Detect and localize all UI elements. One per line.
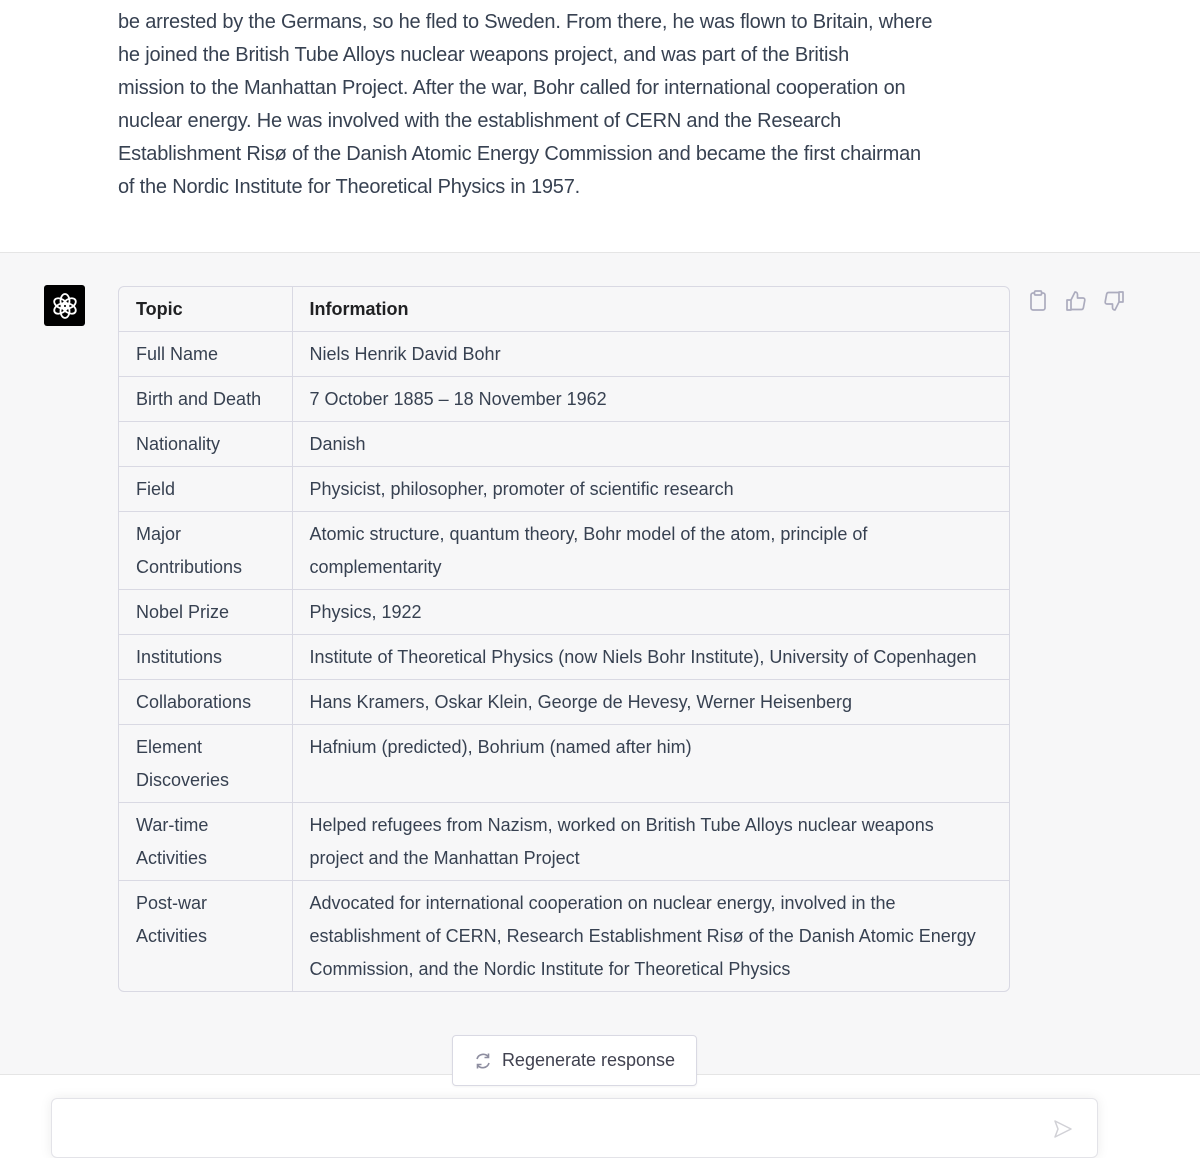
cell-topic: Institutions: [119, 635, 292, 680]
assistant-message-section: [0, 253, 1200, 1075]
cell-information: Danish: [292, 422, 1009, 467]
table-row: [119, 422, 1009, 467]
table-row: [119, 467, 1009, 512]
thumbs-up-icon: [1065, 290, 1087, 312]
table-row: [119, 803, 1009, 881]
table-row: [119, 332, 1009, 377]
table-row: [119, 590, 1009, 635]
info-table: [119, 287, 1009, 991]
cell-information: Atomic structure, quantum theory, Bohr model of the atom, principle of complementarity: [292, 512, 1009, 590]
cell-information: Physicist, philosopher, promoter of scientific research: [292, 467, 1009, 512]
cell-topic: Field: [119, 467, 292, 512]
cell-information: Advocated for international cooperation on nuclear energy, involved in the establishment of CERN, Research Establishment Risø of the Danish Atomic Energy Commission, and the Nordic Institute for Theoretical Physics: [309, 893, 976, 979]
cell-information: Hans Kramers, Oskar Klein, George de Hevesy, Werner Heisenberg: [292, 680, 1009, 725]
message-input[interactable]: [51, 1098, 1098, 1158]
user-message-text: [118, 6, 1018, 204]
cell-information: Institute of Theoretical Physics (now Niels Bohr Institute), University of Copenhagen: [292, 635, 1009, 680]
openai-logo-icon: [50, 291, 80, 321]
cell-topic: Nobel Prize: [119, 590, 292, 635]
thumbs-up-button[interactable]: [1064, 289, 1088, 313]
table-row: [119, 680, 1009, 725]
refresh-icon: [474, 1052, 492, 1070]
user-message-line: he joined the British Tube Alloys nuclear weapons project, and was part of the British: [118, 44, 850, 66]
assistant-avatar: [44, 285, 85, 326]
cell-topic: Full Name: [119, 332, 292, 377]
cell-information: Physics, 1922: [292, 590, 1009, 635]
table-row: [119, 377, 1009, 422]
cell-topic: War-time Activities: [119, 803, 292, 881]
table-body: [119, 332, 1009, 992]
thumbs-down-icon: [1103, 290, 1125, 312]
cell-information: Helped refugees from Nazism, worked on British Tube Alloys nuclear weapons project and the Manhattan Project: [292, 803, 1009, 881]
cell-topic: Post-war Activities: [119, 881, 292, 992]
cell-information: 7 October 1885 – 18 November 1962: [292, 377, 1009, 422]
send-icon[interactable]: [1053, 1119, 1073, 1139]
header-topic: Topic: [119, 287, 292, 332]
table-row: [119, 635, 1009, 680]
cell-topic: Nationality: [119, 422, 292, 467]
cell-topic: Element Discoveries: [119, 725, 292, 803]
cell-topic: Birth and Death: [119, 377, 292, 422]
message-actions: [1026, 289, 1126, 313]
cell-information: Niels Henrik David Bohr: [292, 332, 1009, 377]
table-row: [119, 725, 1009, 803]
regenerate-response-button[interactable]: [452, 1035, 697, 1086]
clipboard-icon: [1028, 290, 1048, 312]
table-header-row: [119, 287, 1009, 332]
cell-topic: Collaborations: [119, 680, 292, 725]
regenerate-label: Regenerate response: [501, 1050, 676, 1070]
header-information: Information: [292, 287, 1009, 332]
user-message-section: [0, 0, 1200, 253]
table-row: [119, 512, 1009, 590]
user-message-line: be arrested by the Germans, so he fled to Sweden. From there, he was flown to Britain, where: [118, 11, 933, 33]
thumbs-down-button[interactable]: [1102, 289, 1126, 313]
cell-topic: Major Contributions: [119, 512, 292, 590]
user-message-line: Establishment Risø of the Danish Atomic Energy Commission and became the first chairman: [118, 143, 921, 165]
user-message-line: of the Nordic Institute for Theoretical Physics in 1957.: [118, 176, 581, 198]
table-row: [119, 881, 1009, 992]
info-table-container: [118, 286, 1010, 992]
user-message-line: mission to the Manhattan Project. After the war, Bohr called for international cooperation on: [118, 77, 906, 99]
copy-button[interactable]: [1026, 289, 1050, 313]
user-message-line: nuclear energy. He was involved with the establishment of CERN and the Research: [118, 110, 842, 132]
cell-information: Hafnium (predicted), Bohrium (named after him): [292, 725, 1009, 803]
